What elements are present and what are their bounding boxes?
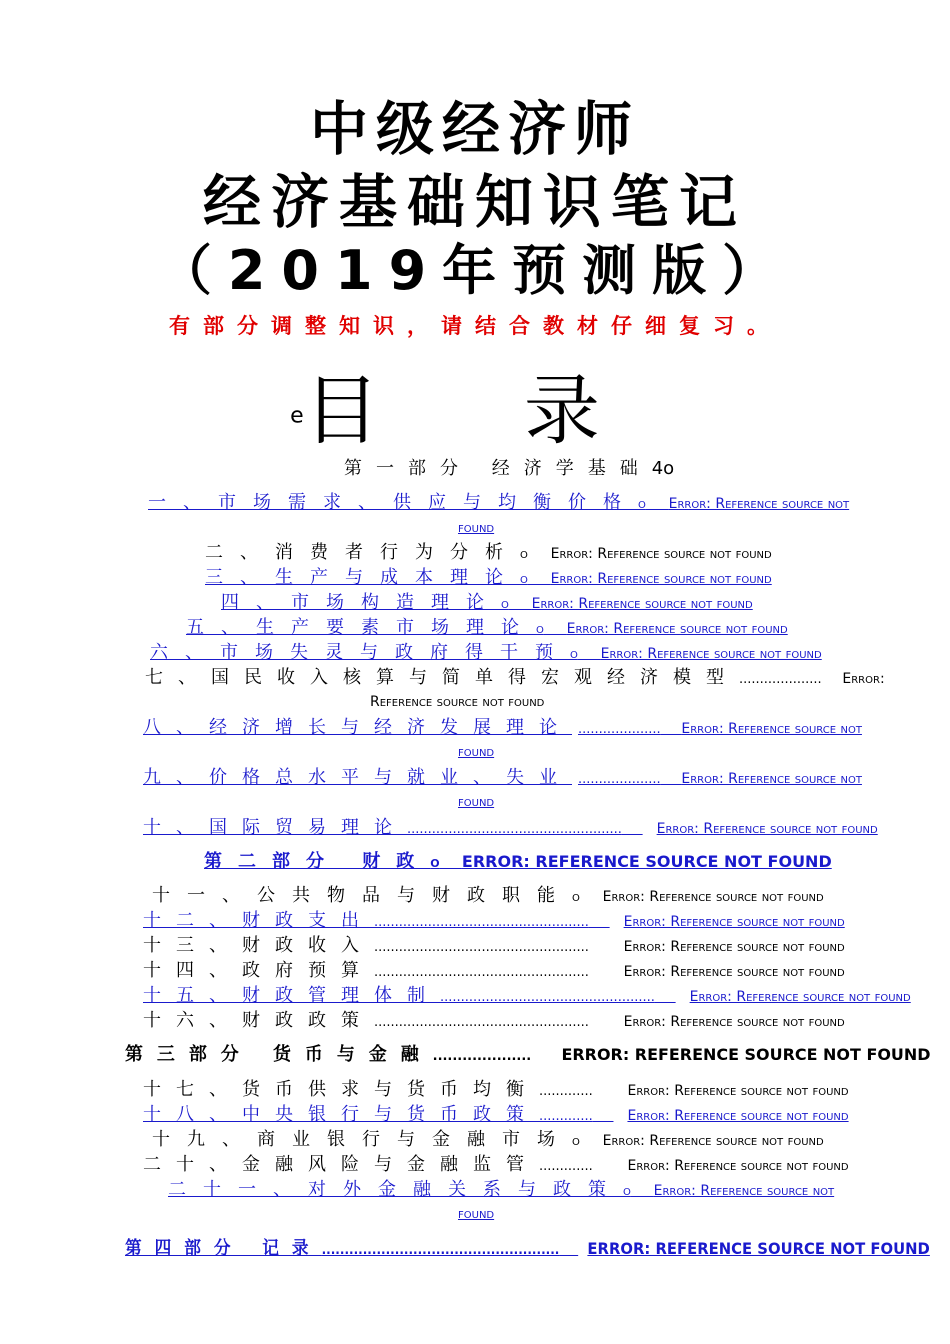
toc-item-2-label: 二、消费者行为分析 <box>205 542 520 563</box>
toc-item-11-label: 十一、公共物品与财政职能 <box>152 885 572 906</box>
toc-item-1-sep: o <box>638 496 646 512</box>
toc-item-18-leader: ............. <box>539 1109 593 1124</box>
toc-part-4-leader: .................................................... <box>321 1243 560 1258</box>
toc-item-21-error: Error: Reference source not <box>653 1183 835 1199</box>
toc-item-9-wrap[interactable]: found <box>458 794 495 810</box>
toc-part-3-label: 第三部分 货币与金融 <box>125 1044 433 1065</box>
toc-item-11-sep: o <box>572 889 580 905</box>
toc-item-15-error: Error: Reference source not found <box>689 989 911 1005</box>
toc-item-9-label: 九、价格总水平与就业、失业 <box>143 767 572 788</box>
toc-item-2-error: Error: Reference source not found <box>550 546 772 562</box>
toc-item-17-label: 十七、货币供求与货币均衡 <box>143 1079 539 1100</box>
toc-item-2[interactable] <box>205 542 772 565</box>
toc-item-13[interactable] <box>143 935 845 959</box>
toc-item-21-sep: o <box>623 1183 631 1199</box>
toc-item-19-error: Error: Reference source not found <box>602 1133 824 1149</box>
toc-item-15-leader: .................................................... <box>440 990 655 1005</box>
toc-item-19-sep: o <box>572 1133 580 1149</box>
toc-item-17[interactable] <box>143 1079 849 1103</box>
toc-item-1-label: 一、市场需求、供应与均衡价格 <box>148 492 638 513</box>
toc-item-5-sep: o <box>536 621 544 637</box>
toc-item-1-wrap[interactable]: found <box>458 520 495 536</box>
toc-item-20-error: Error: Reference source not found <box>627 1158 849 1174</box>
toc-item-13-leader: .................................................... <box>374 940 589 955</box>
toc-item-3-error: Error: Reference source not found <box>550 571 772 587</box>
toc-part-2-label: 第二部分 财政 <box>204 851 431 872</box>
toc-item-1[interactable] <box>148 492 849 515</box>
toc-part-3-leader: .................... <box>432 1049 532 1064</box>
toc-item-7[interactable] <box>145 667 885 691</box>
toc-item-7-wrap[interactable]: Reference source not found <box>370 694 545 710</box>
doc-note: 有部分调整知识，请结合教材仔细复习。 <box>169 314 781 338</box>
toc-item-7-error: Error: <box>842 671 885 687</box>
toc-item-10-label: 十、国际贸易理论 <box>143 817 407 838</box>
toc-item-19[interactable] <box>152 1129 824 1152</box>
toc-item-15[interactable] <box>143 985 911 1009</box>
toc-item-4[interactable] <box>221 592 753 615</box>
toc-item-9[interactable] <box>143 767 862 791</box>
toc-item-21[interactable] <box>168 1179 834 1202</box>
toc-item-8-wrap[interactable]: found <box>458 744 495 760</box>
toc-item-10-error: Error: Reference source not found <box>656 821 878 837</box>
toc-part-1-page: 4o <box>651 458 675 479</box>
toc-item-3-label: 三、生产与成本理论 <box>205 567 520 588</box>
doc-title-line1: 中级经济师 <box>309 95 640 163</box>
doc-title-line3: （2019年预测版） <box>157 239 793 302</box>
toc-item-17-leader: ............. <box>539 1084 593 1099</box>
toc-item-11[interactable] <box>152 885 824 908</box>
toc-part-4-error: ERROR: REFERENCE SOURCE NOT FOUND <box>587 1239 930 1258</box>
toc-item-21-label: 二十一、对外金融关系与政策 <box>168 1179 623 1200</box>
toc-item-9-leader: .................... <box>578 772 661 787</box>
toc-item-20-label: 二十、金融风险与金融监管 <box>143 1154 539 1175</box>
toc-part-3-error: ERROR: REFERENCE SOURCE NOT FOUND <box>561 1045 931 1064</box>
toc-item-14-label: 十四、政府预算 <box>143 960 374 981</box>
toc-item-6-error: Error: Reference source not found <box>600 646 822 662</box>
toc-item-12[interactable] <box>143 910 845 934</box>
toc-item-16-label: 十六、财政政策 <box>143 1010 374 1031</box>
toc-item-20[interactable] <box>143 1154 849 1178</box>
toc-part-1[interactable] <box>344 458 674 480</box>
toc-item-13-label: 十三、财政收入 <box>143 935 374 956</box>
toc-item-21-wrap[interactable]: found <box>458 1206 495 1222</box>
toc-item-13-error: Error: Reference source not found <box>623 939 845 955</box>
toc-heading-text: 目 录 <box>303 366 660 455</box>
toc-heading <box>0 350 950 459</box>
toc-item-16-leader: .................................................... <box>374 1015 589 1030</box>
toc-item-4-sep: o <box>501 596 509 612</box>
toc-item-15-label: 十五、财政管理体制 <box>143 985 440 1006</box>
toc-item-7-label: 七、国民收入核算与简单得宏观经济模型 <box>145 667 739 688</box>
toc-item-3-sep: o <box>520 571 528 587</box>
toc-item-16-error: Error: Reference source not found <box>623 1014 845 1030</box>
toc-item-4-label: 四、市场构造理论 <box>221 592 501 613</box>
toc-item-5-label: 五、生产要素市场理论 <box>186 617 536 638</box>
toc-item-11-error: Error: Reference source not found <box>602 889 824 905</box>
toc-item-8-error: Error: Reference source not <box>681 721 862 737</box>
toc-item-18[interactable] <box>143 1104 849 1128</box>
toc-part-4[interactable] <box>125 1238 930 1262</box>
toc-item-12-label: 十二、财政支出 <box>143 910 374 931</box>
toc-item-2-sep: o <box>520 546 528 562</box>
toc-item-12-error: Error: Reference source not found <box>623 914 845 930</box>
toc-item-14[interactable] <box>143 960 845 984</box>
toc-item-3[interactable] <box>205 567 772 590</box>
toc-part-4-label: 第四部分 记录 <box>125 1238 322 1259</box>
toc-item-8-leader: .................... <box>578 722 661 737</box>
toc-item-20-leader: ............. <box>539 1159 593 1174</box>
toc-item-10[interactable] <box>143 817 878 841</box>
toc-part-1-label: 第一部分 经济学基础 <box>344 458 652 479</box>
toc-item-4-error: Error: Reference source not found <box>531 596 753 612</box>
toc-item-6-label: 六、市场失灵与政府得干预 <box>150 642 570 663</box>
toc-item-18-error: Error: Reference source not found <box>627 1108 849 1124</box>
toc-item-5-error: Error: Reference source not found <box>566 621 788 637</box>
doc-title-line2: 经济基础知识笔记 <box>202 168 747 236</box>
toc-item-12-leader: .................................................... <box>374 915 589 930</box>
toc-item-7-leader: .................... <box>739 672 822 687</box>
toc-item-10-leader: .................................................... <box>407 822 622 837</box>
toc-part-3[interactable] <box>125 1044 931 1068</box>
toc-item-8[interactable] <box>143 717 862 741</box>
toc-item-14-leader: .................................................... <box>374 965 589 980</box>
toc-item-5[interactable] <box>186 617 788 640</box>
toc-part-2-error: ERROR: REFERENCE SOURCE NOT FOUND <box>461 852 832 871</box>
toc-part-2-sep: o <box>430 852 440 871</box>
toc-marker: e <box>290 403 304 429</box>
toc-item-19-label: 十九、商业银行与金融市场 <box>152 1129 572 1150</box>
toc-item-8-label: 八、经济增长与经济发展理论 <box>143 717 572 738</box>
toc-item-6[interactable] <box>150 642 822 665</box>
toc-item-17-error: Error: Reference source not found <box>627 1083 849 1099</box>
toc-item-1-error: Error: Reference source not <box>668 496 850 512</box>
toc-part-2[interactable] <box>204 851 832 873</box>
toc-item-18-label: 十八、中央银行与货币政策 <box>143 1104 539 1125</box>
toc-item-6-sep: o <box>570 646 578 662</box>
toc-item-16[interactable] <box>143 1010 845 1034</box>
toc-item-14-error: Error: Reference source not found <box>623 964 845 980</box>
toc-item-9-error: Error: Reference source not <box>681 771 862 787</box>
